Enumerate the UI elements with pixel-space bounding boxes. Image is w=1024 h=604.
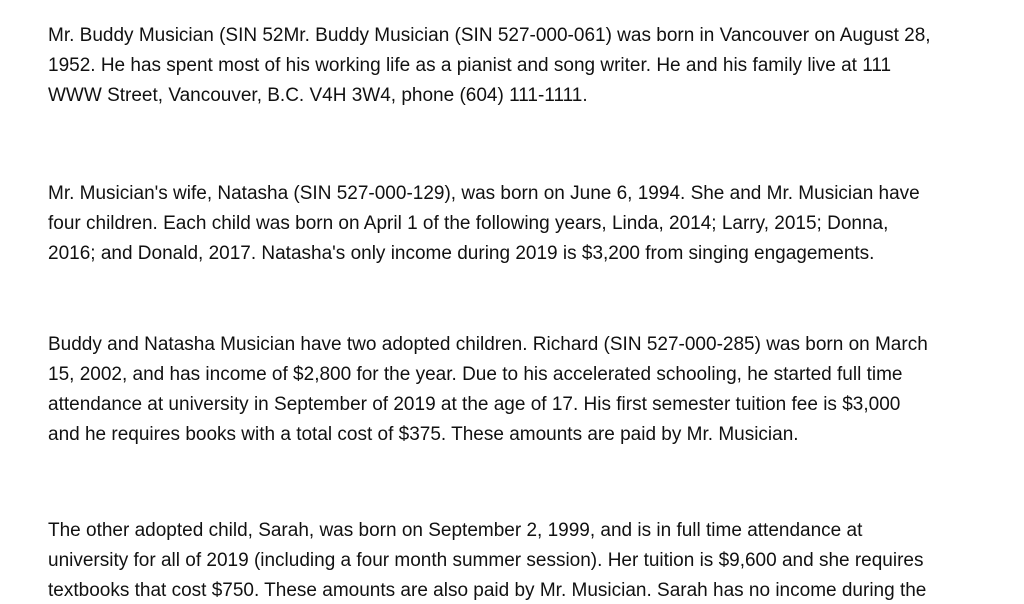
text-line: Buddy and Natasha Musician have two adopted children. Richard (SIN 527-000-285) was born on March	[48, 334, 928, 355]
text-line: Mr. Musician's wife, Natasha (SIN 527-000-129), was born on June 6, 1994. She and Mr. Musician have	[48, 183, 920, 204]
text-line: four children. Each child was born on April 1 of the following years, Linda, 2014; Larry, 2015; Donna,	[48, 213, 889, 234]
text-line: The other adopted child, Sarah, was born on September 2, 1999, and is in full time attendance at	[48, 520, 863, 541]
text-line: university for all of 2019 (including a four month summer session). Her tuition is $9,600 and she requires	[48, 550, 924, 571]
text-line: 1952. He has spent most of his working life as a pianist and song writer. He and his family live at 111	[48, 55, 892, 76]
paragraph-sarah	[48, 516, 1024, 604]
text-line: Mr. Buddy Musician (SIN 52Mr. Buddy Musician (SIN 527-000-061) was born in Vancouver on August 28,	[48, 25, 931, 46]
paragraph-richard	[48, 330, 1024, 450]
paragraph-natasha	[48, 179, 1024, 269]
text-line: 2016; and Donald, 2017. Natasha's only income during 2019 is $3,200 from singing engagements.	[48, 243, 875, 264]
text-line: attendance at university in September of 2019 at the age of 17. His first semester tuition fee is $3,000	[48, 394, 901, 415]
text-line: textbooks that cost $750. These amounts are also paid by Mr. Musician. Sarah has no income during the	[48, 580, 927, 601]
paragraph-buddy-intro	[48, 21, 1024, 111]
text-line: and he requires books with a total cost of $375. These amounts are paid by Mr. Musician.	[48, 424, 799, 445]
text-line: WWW Street, Vancouver, B.C. V4H 3W4, phone (604) 111-1111.	[48, 85, 588, 106]
text-line: 15, 2002, and has income of $2,800 for the year. Due to his accelerated schooling, he started full time	[48, 364, 903, 385]
